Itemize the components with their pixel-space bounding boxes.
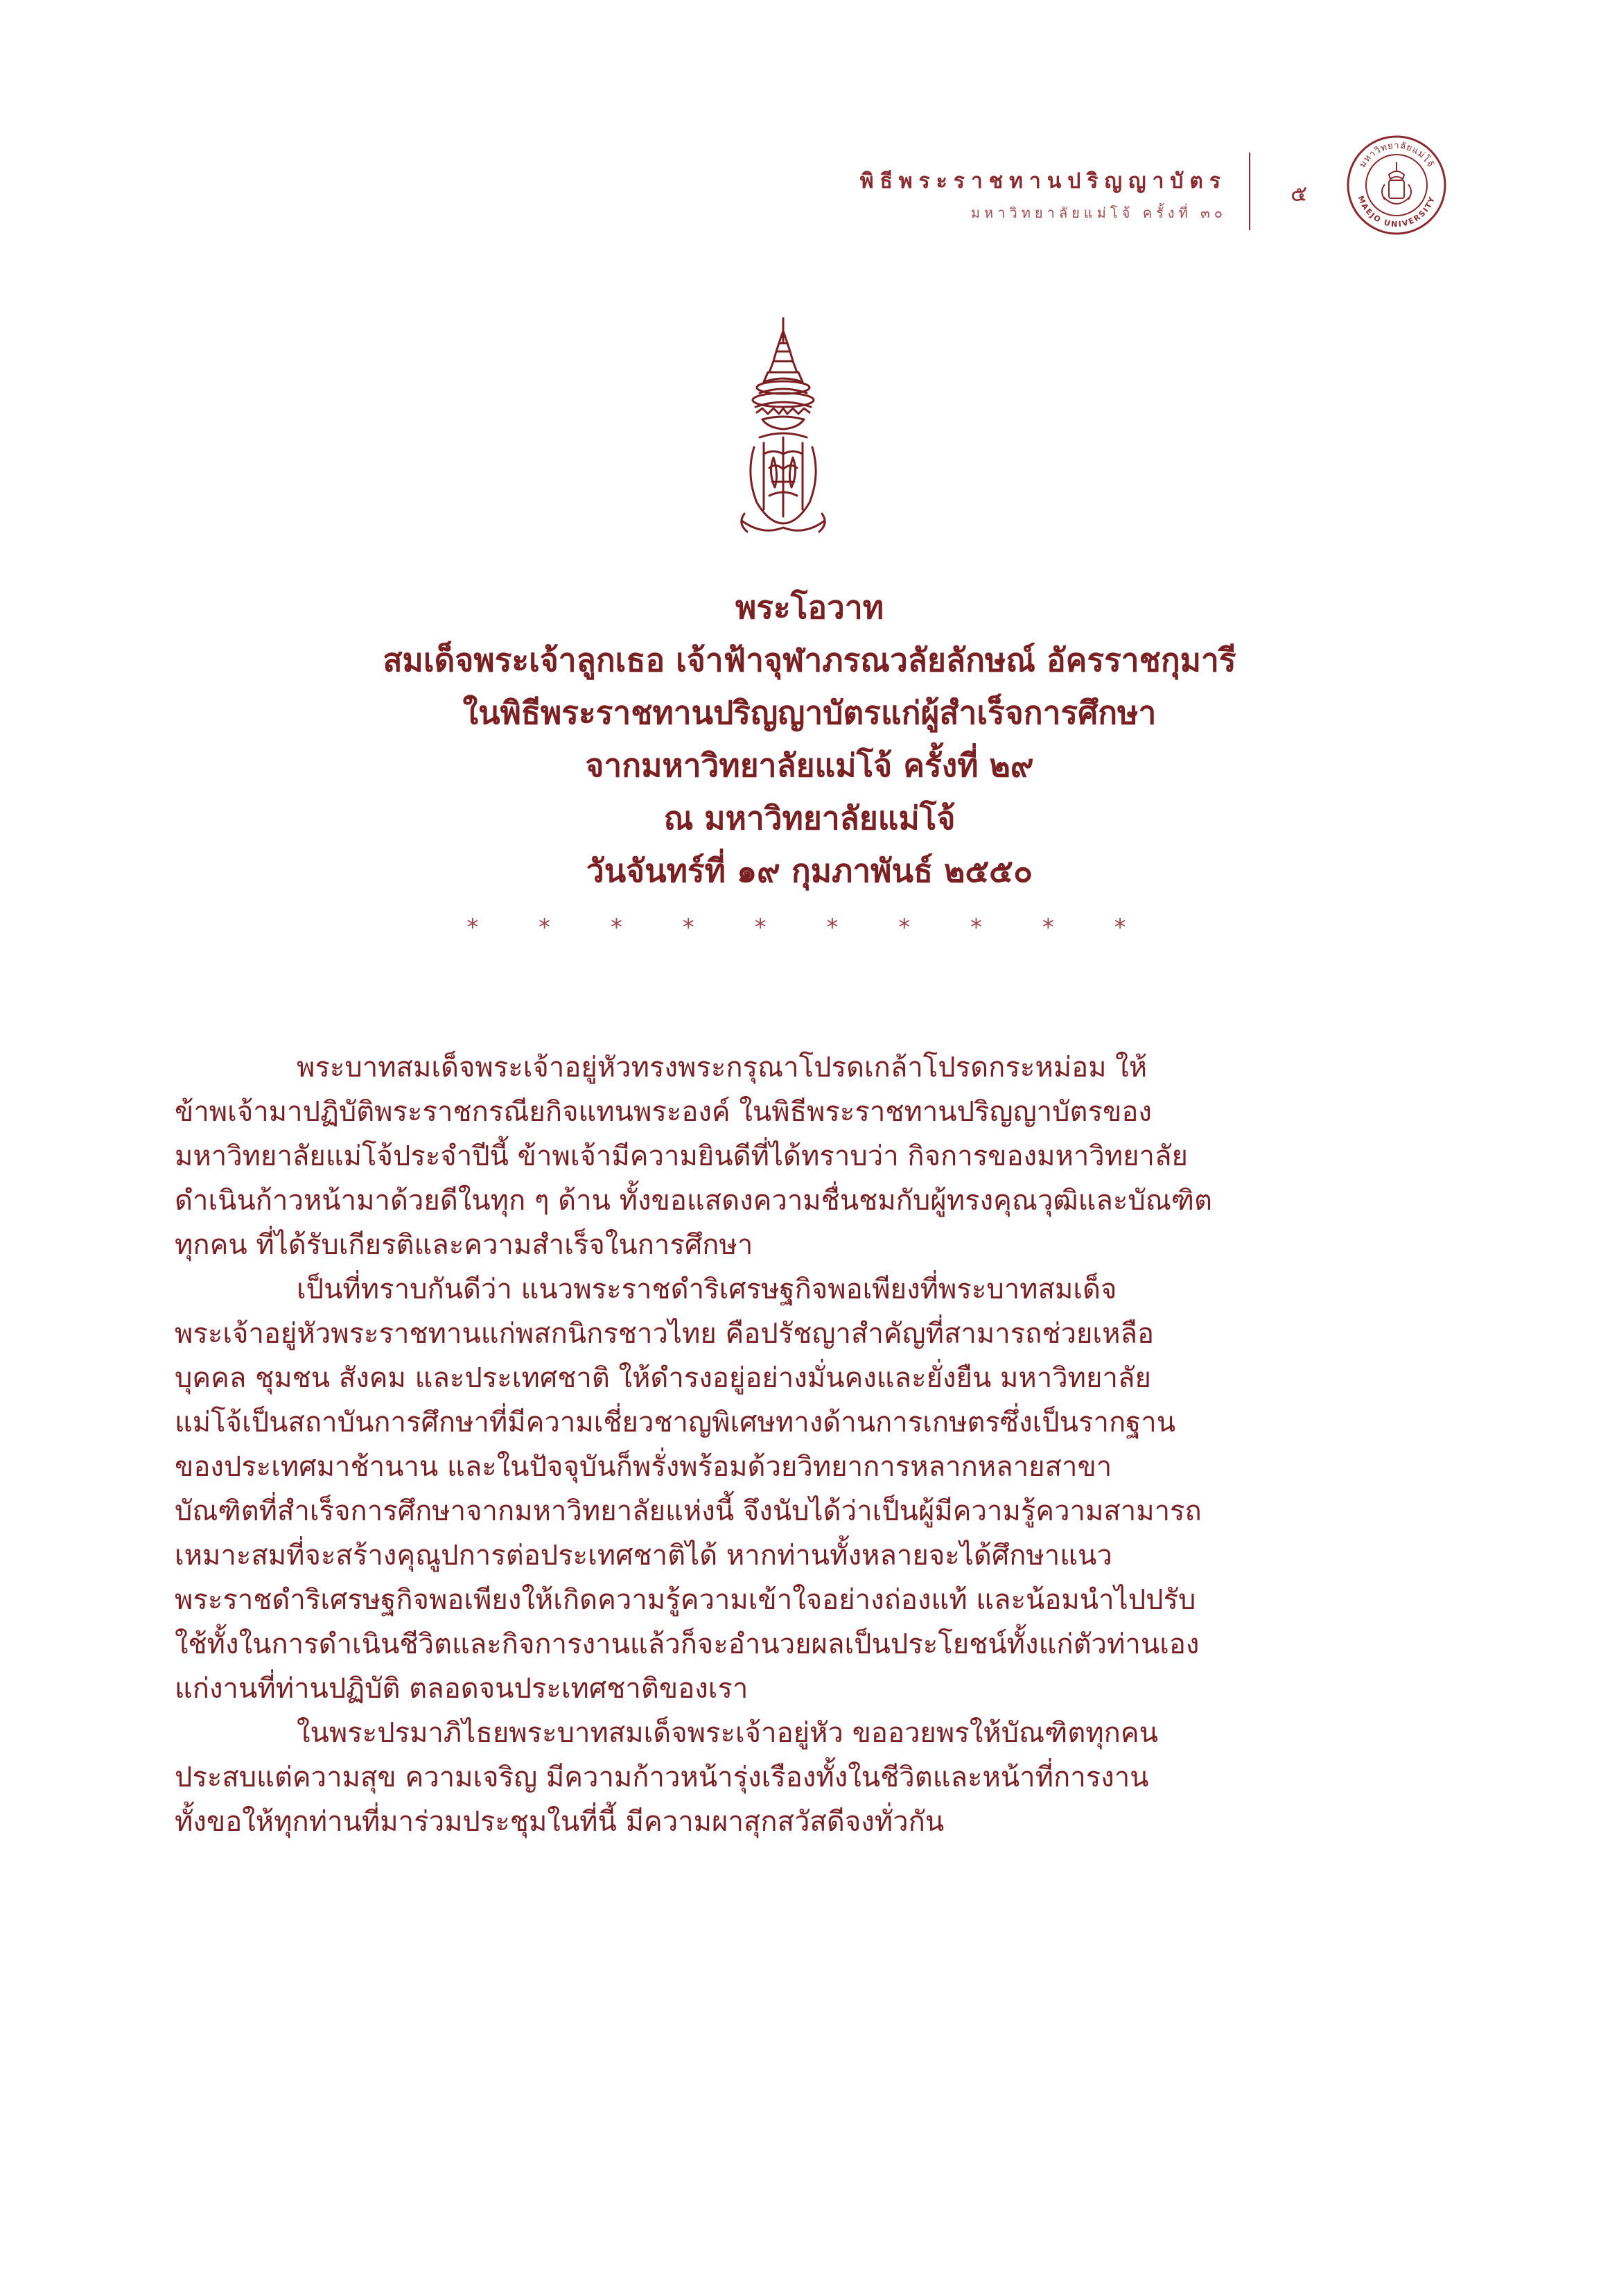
title-line: พระโอวาท [735,589,884,626]
text-line: พระบาทสมเด็จพระเจ้าอยู่หัวทรงพระกรุณาโปรดเกล้าโปรดกระหม่อม ให้ [297,1052,1148,1084]
speech-title [208,581,1411,941]
title-line: ในพิธีพระราชทานปริญญาบัตรแก่ผู้สำเร็จการศึกษา [462,694,1157,731]
text-line: พระราชดำริเศรษฐกิจพอเพียงให้เกิดความรู้ความเข้าใจอย่างถ่องแท้ และน้อมนำไปปรับ [175,1584,1196,1616]
text-line: ข้าพเจ้ามาปฏิบัติพระราชกรณียกิจแทนพระองค์ ในพิธีพระราชทานปริญญาบัตรของ [175,1096,1152,1128]
text-line: พระเจ้าอยู่หัวพระราชทานแก่พสกนิกรชาวไทย คือปรัชญาสำคัญที่สามารถช่วยเหลือ [175,1318,1155,1350]
text-line: ประสบแต่ความสุข ความเจริญ มีความก้าวหน้ารุ่งเรืองทั้งในชีวิตและหน้าที่การงาน [175,1762,1149,1793]
text-line: ทั้งขอให้ทุกท่านที่มาร่วมประชุมในที่นี้ มีความผาสุกสวัสดีจงทั่วกัน [175,1806,945,1838]
text-line: แม่โจ้เป็นสถาบันการศึกษาที่มีความเชี่ยวชาญพิเศษทางด้านการเกษตรซึ่งเป็นรากฐาน [175,1407,1176,1438]
text-line: แก่งานที่ท่านปฏิบัติ ตลอดจนประเทศชาติของเรา [175,1673,749,1705]
speech-body [175,1045,1394,1844]
text-line: บุคคล ชุมชน สังคม และประเทศชาติ ให้ดำรงอยู่อย่างมั่นคงและยั่งยืน มหาวิทยาลัย [175,1362,1151,1394]
text-line: ทุกคน ที่ได้รับเกียรติและความสำเร็จในการศึกษา [175,1229,753,1261]
text-line: ดำเนินก้าวหน้ามาด้วยดีในทุก ๆ ด้าน ทั้งขอแสดงความชื่นชมกับผู้ทรงคุณวุฒิและบัณฑิต [175,1185,1213,1217]
title-line: วันจันทร์ที่ ๑๙ กุมภาพันธ์ ๒๕๕๐ [586,852,1033,889]
title-line: ณ มหาวิทยาลัยแม่โจ้ [663,799,956,837]
header-text [860,165,1227,224]
header-university-subtitle: มหาวิทยาลัยแม่โจ้ ครั้งที่ ๓๐ [970,205,1227,221]
page-header [859,140,1469,236]
header-divider [1249,153,1250,230]
seal-text-bottom: MAEJO UNIVERSITY [1356,194,1437,229]
paragraph [175,1267,1394,1711]
seal-text-top: มหาวิทยาลัยแม่โจ้ [1357,140,1436,170]
royal-crest-icon [714,315,852,544]
text-line: เป็นที่ทราบกันดีว่า แนวพระราชดำริเศรษฐกิจพอเพียงที่พระบาทสมเด็จ [297,1273,1117,1305]
text-line: ของประเทศมาช้านาน และในปัจจุบันก็พรั่งพร้อมด้วยวิทยาการหลากหลายสาขา [175,1451,1112,1483]
page-number: ๕ [1290,180,1308,207]
title-line: สมเด็จพระเจ้าลูกเธอ เจ้าฟ้าจุฬาภรณวลัยลักษณ์ อัครราชกุมารี [383,641,1236,679]
title-separator: * * * * * * * * * * [466,914,1153,941]
university-seal-icon [1345,133,1449,237]
text-line: ใช้ทั้งในการดำเนินชีวิตและกิจการงานแล้วก็จะอำนวยผลเป็นประโยชน์ทั้งแก่ตัวท่านเอง [175,1628,1200,1660]
title-line: จากมหาวิทยาลัยแม่โจ้ ครั้งที่ ๒๙ [585,747,1034,784]
paragraph [175,1045,1394,1267]
paragraph [175,1711,1394,1844]
text-line: บัณฑิตที่สำเร็จการศึกษาจากมหาวิทยาลัยแห่งนี้ จึงนับได้ว่าเป็นผู้มีความรู้ความสามารถ [175,1495,1202,1527]
header-ceremony-title: พิธีพระราชทานปริญญาบัตร [859,169,1227,193]
text-line: มหาวิทยาลัยแม่โจ้ประจำปีนี้ ข้าพเจ้ามีความยินดีที่ได้ทราบว่า กิจการของมหาวิทยาลัย [175,1140,1188,1172]
text-line: ในพระปรมาภิไธยพระบาทสมเด็จพระเจ้าอยู่หัว ขออวยพรให้บัณฑิตทุกคน [297,1717,1158,1749]
text-line: เหมาะสมที่จะสร้างคุณูปการต่อประเทศชาติได้ หากท่านทั้งหลายจะได้ศึกษาแนว [175,1540,1112,1572]
